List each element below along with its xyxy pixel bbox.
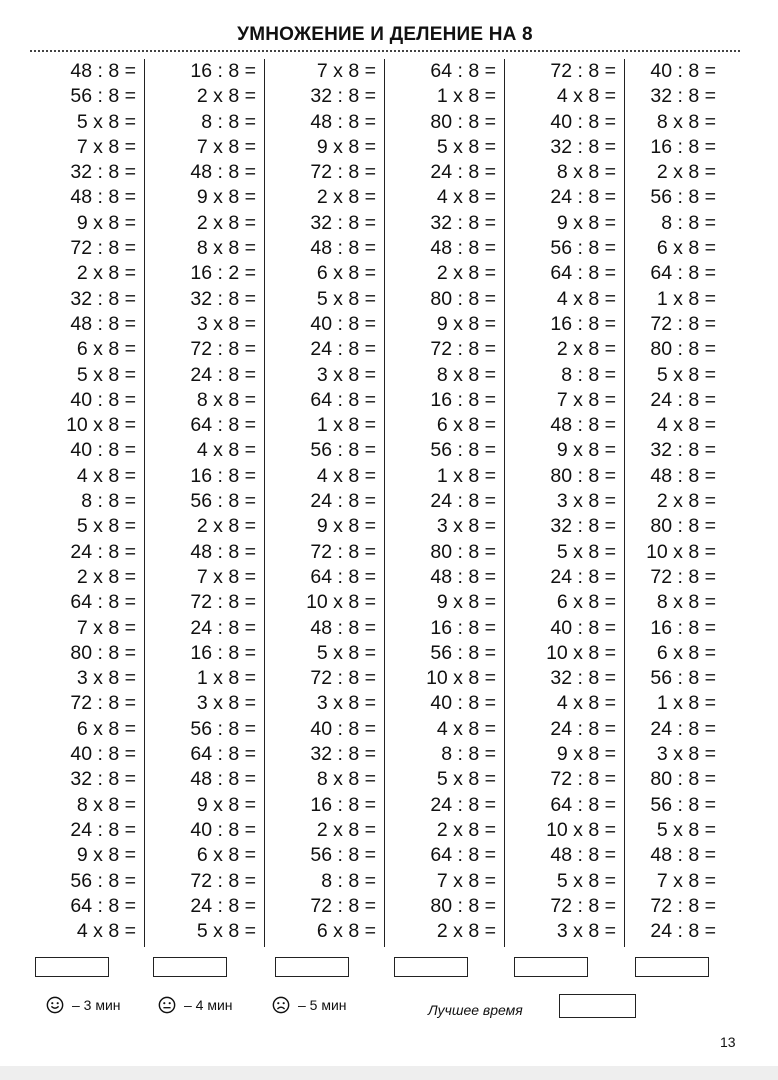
best-time-box[interactable] (559, 994, 636, 1018)
exercise-item: 48 : 8 = (650, 464, 716, 487)
exercise-item: 8 x 8 = (76, 793, 136, 816)
exercise-item: 2 x 8 = (656, 161, 716, 184)
exercise-item: 1 x 8 = (316, 414, 376, 437)
exercise-item: 16 : 8 = (550, 312, 616, 335)
exercise-item: 56 : 8 = (430, 641, 496, 664)
exercise-item: 24 : 8 = (190, 894, 256, 917)
exercise-item: 9 x 8 = (316, 135, 376, 158)
exercise-item: 1 x 8 = (436, 85, 496, 108)
exercise-item: 32 : 8 = (70, 768, 136, 791)
exercise-item: 80 : 8 = (430, 894, 496, 917)
exercise-item: 24 : 8 = (70, 540, 136, 563)
exercise-item: 2 x 8 = (656, 490, 716, 513)
exercise-item: 2 x 8 = (196, 211, 256, 234)
exercise-item: 40 : 8 = (70, 388, 136, 411)
exercise-item: 4 x 8 = (556, 85, 616, 108)
best-time-label: Лучшее время (428, 1002, 523, 1018)
exercise-item: 80 : 8 = (650, 768, 716, 791)
exercise-item: 16 : 8 = (310, 793, 376, 816)
exercise-item: 32 : 8 = (550, 667, 616, 690)
exercise-item: 2 x 8 = (316, 186, 376, 209)
exercise-columns (24, 59, 724, 947)
exercise-item: 9 x 8 = (436, 312, 496, 335)
exercise-item: 16 : 2 = (190, 262, 256, 285)
time-box-column-6[interactable] (635, 957, 709, 977)
exercise-item: 56 : 8 = (310, 844, 376, 867)
exercise-item: 2 x 8 = (76, 565, 136, 588)
exercise-item: 16 : 8 = (190, 60, 256, 82)
exercise-item: 40 : 8 = (310, 312, 376, 335)
exercise-item: 2 x 8 = (196, 85, 256, 108)
exercise-item: 24 : 8 = (550, 186, 616, 209)
exercise-item: 8 : 8 = (661, 211, 716, 234)
exercise-item: 5 x 8 = (436, 135, 496, 158)
exercise-item: 80 : 8 = (70, 641, 136, 664)
exercise-item: 16 : 8 = (430, 388, 496, 411)
exercise-item: 72 : 8 = (310, 161, 376, 184)
exercise-item: 5 x 8 = (656, 818, 716, 841)
exercise-item: 40 : 8 = (430, 692, 496, 715)
exercise-item: 32 : 8 = (430, 211, 496, 234)
exercise-item: 6 x 8 = (656, 237, 716, 260)
exercise-item: 7 x 8 = (436, 869, 496, 892)
exercise-item: 9 x 8 = (436, 591, 496, 614)
exercise-item: 8 x 8 = (656, 591, 716, 614)
exercise-column-6 (624, 59, 724, 947)
exercise-item: 6 x 8 = (436, 414, 496, 437)
legend-item-4min (158, 996, 233, 1014)
exercise-item: 32 : 8 = (310, 211, 376, 234)
exercise-item: 9 x 8 = (556, 439, 616, 462)
legend-item-5min (272, 996, 347, 1014)
exercise-item: 56 : 8 = (650, 667, 716, 690)
exercise-item: 6 x 8 = (76, 338, 136, 361)
exercise-item: 16 : 8 = (650, 616, 716, 639)
bottom-strip (0, 1066, 778, 1080)
exercise-item: 6 x 8 = (556, 591, 616, 614)
exercise-item: 8 : 8 = (561, 363, 616, 386)
exercise-item: 4 x 8 = (436, 717, 496, 740)
exercise-item: 16 : 8 = (430, 616, 496, 639)
exercise-item: 2 x 8 = (556, 338, 616, 361)
exercise-item: 7 x 8 = (556, 388, 616, 411)
exercise-item: 3 x 8 = (196, 692, 256, 715)
exercise-item: 32 : 8 = (310, 743, 376, 766)
exercise-item: 72 : 8 = (70, 237, 136, 260)
exercise-item: 80 : 8 = (550, 464, 616, 487)
exercise-item: 24 : 8 = (650, 920, 716, 943)
exercise-column-5 (504, 59, 624, 947)
legend-text: – 4 мин (184, 997, 233, 1013)
exercise-item: 7 x 8 = (76, 135, 136, 158)
exercise-item: 8 x 8 = (556, 161, 616, 184)
exercise-item: 72 : 8 = (430, 338, 496, 361)
exercise-item: 9 x 8 = (76, 211, 136, 234)
exercise-item: 5 x 8 = (556, 869, 616, 892)
exercise-item: 3 x 8 = (656, 743, 716, 766)
exercise-item: 48 : 8 = (310, 616, 376, 639)
exercise-item: 24 : 8 = (430, 490, 496, 513)
exercise-item: 64 : 8 = (430, 844, 496, 867)
exercise-item: 48 : 8 = (430, 565, 496, 588)
answer-time-boxes (0, 957, 778, 981)
exercise-item: 8 : 8 = (81, 490, 136, 513)
exercise-item: 48 : 8 = (70, 186, 136, 209)
exercise-item: 56 : 8 = (190, 490, 256, 513)
exercise-item: 10 x 8 = (426, 667, 496, 690)
exercise-item: 3 x 8 = (556, 490, 616, 513)
exercise-item: 9 x 8 = (76, 844, 136, 867)
exercise-item: 40 : 8 = (310, 717, 376, 740)
page-title: УМНОЖЕНИЕ И ДЕЛЕНИЕ НА 8 (237, 24, 533, 45)
exercise-item: 16 : 8 = (650, 135, 716, 158)
time-box-column-5[interactable] (514, 957, 588, 977)
exercise-item: 24 : 8 = (430, 161, 496, 184)
exercise-item: 48 : 8 = (550, 844, 616, 867)
exercise-item: 48 : 8 = (70, 312, 136, 335)
exercise-item: 6 x 8 = (316, 920, 376, 943)
exercise-item: 64 : 8 = (310, 388, 376, 411)
exercise-item: 3 x 8 = (556, 920, 616, 943)
exercise-item: 24 : 8 = (190, 363, 256, 386)
exercise-item: 10 x 8 = (546, 641, 616, 664)
exercise-item: 48 : 8 = (70, 60, 136, 82)
exercise-item: 2 x 8 = (196, 515, 256, 538)
exercise-item: 2 x 8 = (76, 262, 136, 285)
exercise-item: 72 : 8 = (550, 60, 616, 82)
exercise-item: 24 : 8 = (550, 565, 616, 588)
exercise-item: 64 : 8 = (190, 743, 256, 766)
smiley-happy-icon (46, 996, 64, 1014)
legend-text: – 3 мин (72, 997, 121, 1013)
exercise-item: 8 x 8 = (196, 237, 256, 260)
exercise-item: 80 : 8 = (430, 110, 496, 133)
exercise-item: 4 x 8 = (196, 439, 256, 462)
exercise-column-2 (144, 59, 264, 947)
exercise-item: 8 : 8 = (321, 869, 376, 892)
exercise-item: 64 : 8 = (70, 894, 136, 917)
exercise-item: 24 : 8 = (430, 793, 496, 816)
exercise-item: 1 x 8 = (436, 464, 496, 487)
exercise-item: 72 : 8 = (650, 565, 716, 588)
exercise-item: 48 : 8 = (650, 844, 716, 867)
exercise-item: 4 x 8 = (556, 692, 616, 715)
exercise-item: 5 x 8 = (556, 540, 616, 563)
exercise-item: 5 x 8 = (196, 920, 256, 943)
exercise-item: 4 x 8 = (316, 464, 376, 487)
exercise-item: 56 : 8 = (190, 717, 256, 740)
exercise-item: 3 x 8 = (316, 692, 376, 715)
exercise-item: 72 : 8 = (190, 338, 256, 361)
exercise-item: 32 : 8 = (550, 135, 616, 158)
exercise-item: 72 : 8 = (650, 894, 716, 917)
exercise-item: 40 : 8 = (650, 60, 716, 82)
exercise-item: 5 x 8 = (76, 363, 136, 386)
exercise-item: 4 x 8 = (556, 287, 616, 310)
exercise-item: 2 x 8 = (316, 818, 376, 841)
exercise-item: 24 : 8 = (650, 388, 716, 411)
exercise-item: 72 : 8 = (70, 692, 136, 715)
exercise-item: 40 : 8 = (550, 110, 616, 133)
exercise-item: 9 x 8 = (196, 793, 256, 816)
exercise-item: 48 : 8 = (190, 768, 256, 791)
exercise-item: 1 x 8 = (656, 692, 716, 715)
exercise-item: 48 : 8 = (550, 414, 616, 437)
exercise-item: 7 x 8 = (76, 616, 136, 639)
exercise-item: 80 : 8 = (430, 287, 496, 310)
exercise-item: 4 x 8 = (656, 414, 716, 437)
exercise-item: 6 x 8 = (76, 717, 136, 740)
exercise-item: 72 : 8 = (190, 591, 256, 614)
time-box-column-4[interactable] (394, 957, 468, 977)
time-legend (0, 994, 778, 1024)
legend-text: – 5 мин (298, 997, 347, 1013)
exercise-item: 8 : 8 = (441, 743, 496, 766)
exercise-column-1 (24, 59, 144, 947)
exercise-item: 8 x 8 = (196, 388, 256, 411)
time-box-column-3[interactable] (275, 957, 349, 977)
exercise-item: 10 x 8 = (546, 818, 616, 841)
exercise-item: 32 : 8 = (650, 439, 716, 462)
exercise-item: 32 : 8 = (70, 287, 136, 310)
smiley-neutral-icon (158, 996, 176, 1014)
exercise-item: 5 x 8 = (76, 110, 136, 133)
exercise-item: 72 : 8 = (310, 540, 376, 563)
exercise-item: 9 x 8 = (556, 743, 616, 766)
exercise-item: 3 x 8 = (436, 515, 496, 538)
exercise-item: 8 x 8 = (316, 768, 376, 791)
exercise-item: 4 x 8 = (76, 920, 136, 943)
exercise-column-3 (264, 59, 384, 947)
exercise-item: 32 : 8 = (310, 85, 376, 108)
exercise-item: 8 x 8 = (656, 110, 716, 133)
exercise-item: 72 : 8 = (310, 894, 376, 917)
exercise-item: 6 x 8 = (316, 262, 376, 285)
exercise-item: 48 : 8 = (310, 237, 376, 260)
exercise-item: 56 : 8 = (550, 237, 616, 260)
exercise-item: 24 : 8 = (310, 490, 376, 513)
exercise-item: 5 x 8 = (656, 363, 716, 386)
exercise-item: 7 x 8 = (196, 565, 256, 588)
exercise-item: 64 : 8 = (190, 414, 256, 437)
exercise-item: 40 : 8 = (190, 818, 256, 841)
exercise-item: 10 x 8 = (66, 414, 136, 437)
exercise-item: 72 : 8 = (550, 894, 616, 917)
exercise-item: 5 x 8 = (436, 768, 496, 791)
exercise-item: 32 : 8 = (650, 85, 716, 108)
exercise-item: 56 : 8 = (430, 439, 496, 462)
exercise-item: 72 : 8 = (550, 768, 616, 791)
exercise-item: 2 x 8 = (436, 920, 496, 943)
exercise-item: 9 x 8 = (316, 515, 376, 538)
exercise-item: 56 : 8 = (650, 793, 716, 816)
exercise-item: 64 : 8 = (550, 262, 616, 285)
exercise-item: 7 x 8 = (316, 60, 376, 82)
exercise-item: 48 : 8 = (190, 540, 256, 563)
exercise-item: 80 : 8 = (650, 338, 716, 361)
exercise-item: 48 : 8 = (430, 237, 496, 260)
exercise-item: 2 x 8 = (436, 818, 496, 841)
exercise-item: 64 : 8 = (650, 262, 716, 285)
exercise-item: 7 x 8 = (196, 135, 256, 158)
exercise-item: 48 : 8 = (190, 161, 256, 184)
legend-item-3min (46, 996, 121, 1014)
time-box-column-1[interactable] (35, 957, 109, 977)
exercise-item: 56 : 8 = (70, 85, 136, 108)
exercise-item: 8 x 8 = (436, 363, 496, 386)
exercise-item: 48 : 8 = (310, 110, 376, 133)
exercise-item: 32 : 8 = (70, 161, 136, 184)
exercise-item: 1 x 8 = (196, 667, 256, 690)
exercise-item: 5 x 8 = (316, 641, 376, 664)
exercise-item: 56 : 8 = (70, 869, 136, 892)
exercise-item: 16 : 8 = (190, 464, 256, 487)
exercise-item: 24 : 8 = (650, 717, 716, 740)
exercise-item: 72 : 8 = (310, 667, 376, 690)
exercise-item: 24 : 8 = (310, 338, 376, 361)
exercise-item: 6 x 8 = (196, 844, 256, 867)
exercise-item: 32 : 8 = (190, 287, 256, 310)
exercise-item: 64 : 8 = (70, 591, 136, 614)
exercise-item: 8 : 8 = (201, 110, 256, 133)
exercise-item: 32 : 8 = (550, 515, 616, 538)
exercise-item: 80 : 8 = (430, 540, 496, 563)
exercise-item: 10 x 8 = (306, 591, 376, 614)
smiley-sad-icon (272, 996, 290, 1014)
exercise-item: 5 x 8 = (76, 515, 136, 538)
exercise-item: 72 : 8 = (650, 312, 716, 335)
exercise-item: 10 x 8 = (646, 540, 716, 563)
exercise-item: 64 : 8 = (310, 565, 376, 588)
exercise-item: 40 : 8 = (70, 439, 136, 462)
exercise-item: 64 : 8 = (550, 793, 616, 816)
exercise-item: 3 x 8 = (196, 312, 256, 335)
exercise-item: 4 x 8 = (76, 464, 136, 487)
exercise-item: 7 x 8 = (656, 869, 716, 892)
exercise-item: 24 : 8 = (190, 616, 256, 639)
exercise-item: 64 : 8 = (430, 60, 496, 82)
exercise-item: 72 : 8 = (190, 869, 256, 892)
exercise-item: 9 x 8 = (556, 211, 616, 234)
exercise-item: 24 : 8 = (70, 818, 136, 841)
exercise-item: 4 x 8 = (436, 186, 496, 209)
exercise-item: 6 x 8 = (656, 641, 716, 664)
exercise-item: 56 : 8 = (650, 186, 716, 209)
exercise-item: 1 x 8 = (656, 287, 716, 310)
exercise-column-4 (384, 59, 504, 947)
exercise-item: 56 : 8 = (310, 439, 376, 462)
exercise-item: 3 x 8 = (76, 667, 136, 690)
exercise-item: 3 x 8 = (316, 363, 376, 386)
exercise-item: 80 : 8 = (650, 515, 716, 538)
exercise-item: 40 : 8 = (550, 616, 616, 639)
page-number: 13 (720, 1034, 736, 1050)
exercise-item: 16 : 8 = (190, 641, 256, 664)
exercise-item: 24 : 8 = (550, 717, 616, 740)
exercise-item: 40 : 8 = (70, 743, 136, 766)
exercise-item: 9 x 8 = (196, 186, 256, 209)
time-box-column-2[interactable] (153, 957, 227, 977)
exercise-item: 5 x 8 = (316, 287, 376, 310)
exercise-item: 2 x 8 = (436, 262, 496, 285)
dotted-separator (30, 50, 740, 52)
